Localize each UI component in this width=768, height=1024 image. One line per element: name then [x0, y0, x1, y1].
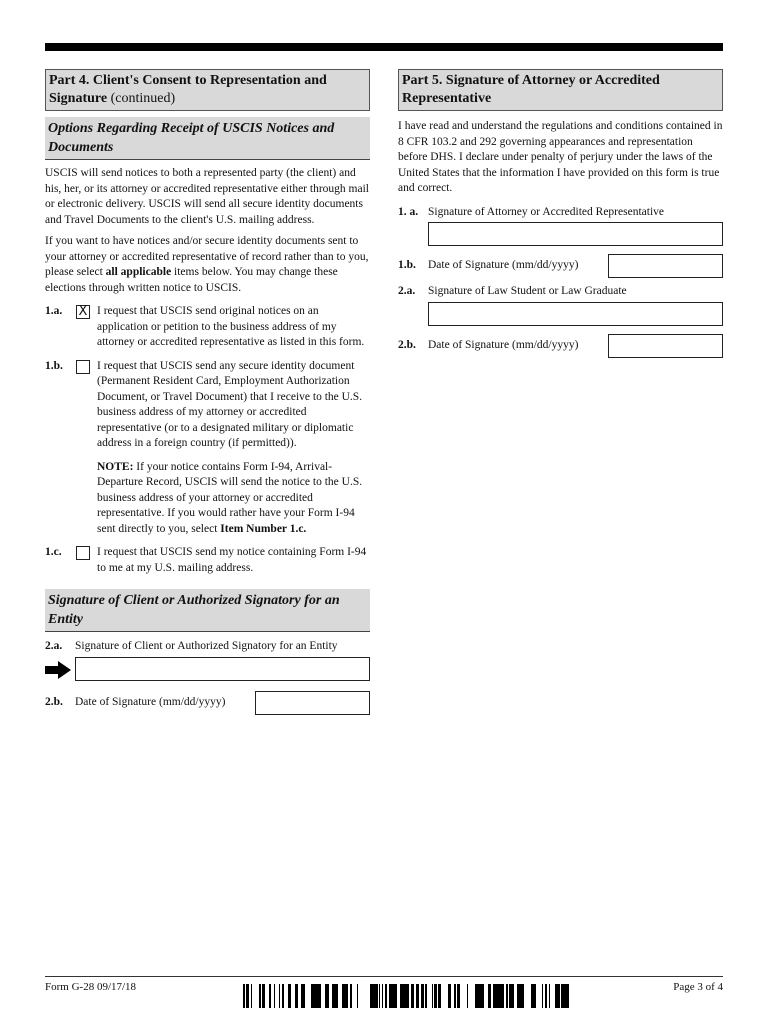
- client-signature-header: Signature of Client or Authorized Signatory for an Entity: [45, 589, 370, 632]
- field-number: 1.b.: [398, 259, 416, 271]
- attorney-signature-field[interactable]: [428, 222, 723, 246]
- part4-continued: (continued): [110, 91, 176, 106]
- item-number: 1.b.: [45, 359, 63, 372]
- client-date-field[interactable]: [255, 691, 370, 715]
- attorney-signature-label: [398, 205, 723, 221]
- part5-header: Part 5. Signature of Attorney or Accredited Representative: [398, 69, 723, 111]
- field-number: 1. a.: [398, 205, 419, 218]
- options-paragraph-1: USCIS will send notices to both a represented party (the client) and his, her, or its attorney or accredited representative either through mail or electronic delivery. USCIS will send all secure identity documents and Travel Documents to the client's U.S. mailing address.: [45, 167, 369, 226]
- top-rule: [45, 43, 723, 51]
- note-bold: Item Number 1.c.: [220, 522, 307, 535]
- student-date-row: [398, 334, 723, 358]
- part4-title: Part 4. Client's Consent to Representation and Signature: [49, 73, 327, 106]
- field-label-text: Date of Signature (mm/dd/yyyy): [75, 695, 226, 708]
- options-paragraph-2: [45, 234, 370, 296]
- item-text: I request that USCIS send my notice containing Form I-94 to me at my U.S. mailing address.: [97, 546, 367, 574]
- client-signature-field[interactable]: [75, 657, 370, 681]
- item-number: 1.c.: [45, 546, 62, 558]
- field-label-text: Signature of Law Student or Law Graduate: [428, 285, 627, 297]
- checkbox-1a[interactable]: X: [76, 305, 90, 319]
- para2-text-a: If you want to have notices and/or secure identity documents sent to your attorney or accredited representative of record rather than to you, please select: [45, 235, 369, 278]
- options-header: Options Regarding Receipt of USCIS Notices and Documents: [45, 117, 370, 160]
- student-signature-field[interactable]: [428, 302, 723, 326]
- student-signature-label: [398, 284, 723, 300]
- barcode-image: [243, 984, 569, 1008]
- right-column: [398, 69, 723, 358]
- part4-header: [45, 69, 370, 111]
- item-text: I request that USCIS send original notices on an application or petition to the business address of my attorney or accredited representative as listed in this form.: [97, 305, 365, 348]
- field-label-text: Signature of Client or Authorized Signatory for an Entity: [75, 640, 338, 652]
- checkbox-1c[interactable]: [76, 546, 90, 560]
- field-number: 2.b.: [398, 338, 416, 351]
- checkbox-1b[interactable]: [76, 360, 90, 374]
- client-signature-label: [45, 639, 370, 655]
- note-paragraph: [45, 460, 370, 538]
- note-text: If your notice contains Form I-94, Arrival-Departure Record, USCIS will send the notice to the U.S. business address of your attorney or accredited representative. If you would rather have your Form I-94 sent directly to you, select: [97, 460, 363, 535]
- item-1c: [45, 545, 370, 576]
- item-text: I request that USCIS send any secure identity document (Permanent Resident Card, Employment Authorization Document, or Travel Document) that I receive to the U.S. business address of my attorney or accredited representative (or to a designated military or diplomatic address in a foreign country (if permitted)).: [97, 359, 363, 449]
- student-date-field[interactable]: [608, 334, 723, 358]
- page-number: Page 3 of 4: [673, 981, 723, 993]
- item-1a: [45, 304, 370, 351]
- field-label-text: Date of Signature (mm/dd/yyyy): [428, 259, 579, 271]
- note-label: NOTE:: [97, 460, 134, 473]
- form-id: Form G-28 09/17/18: [45, 981, 137, 993]
- arrow-right-icon: [45, 661, 71, 679]
- footer-rule: [45, 976, 723, 977]
- para2-text-b: items below. You may change these elections through written notice to USCIS.: [45, 266, 338, 294]
- client-signature-row: [45, 657, 370, 683]
- item-number: 1.a.: [45, 305, 63, 317]
- field-number: 2.a.: [45, 640, 63, 652]
- item-1b: [45, 359, 370, 452]
- left-column: [45, 69, 370, 715]
- field-label-text: Signature of Attorney or Accredited Representative: [428, 205, 664, 218]
- attorney-date-field[interactable]: [608, 254, 723, 278]
- para2-bold: all applicable: [105, 266, 172, 278]
- field-label-text: Date of Signature (mm/dd/yyyy): [428, 338, 579, 351]
- attorney-date-row: [398, 254, 723, 278]
- client-date-row: [45, 691, 370, 715]
- field-number: 2.b.: [45, 695, 63, 708]
- field-number: 2.a.: [398, 285, 416, 297]
- part5-paragraph: I have read and understand the regulations and conditions contained in 8 CFR 103.2 and 292 governing appearances and representation before DHS. I declare under penalty of perjury under the laws of the United States that the information I have provided on this form is true and correct.: [398, 120, 723, 194]
